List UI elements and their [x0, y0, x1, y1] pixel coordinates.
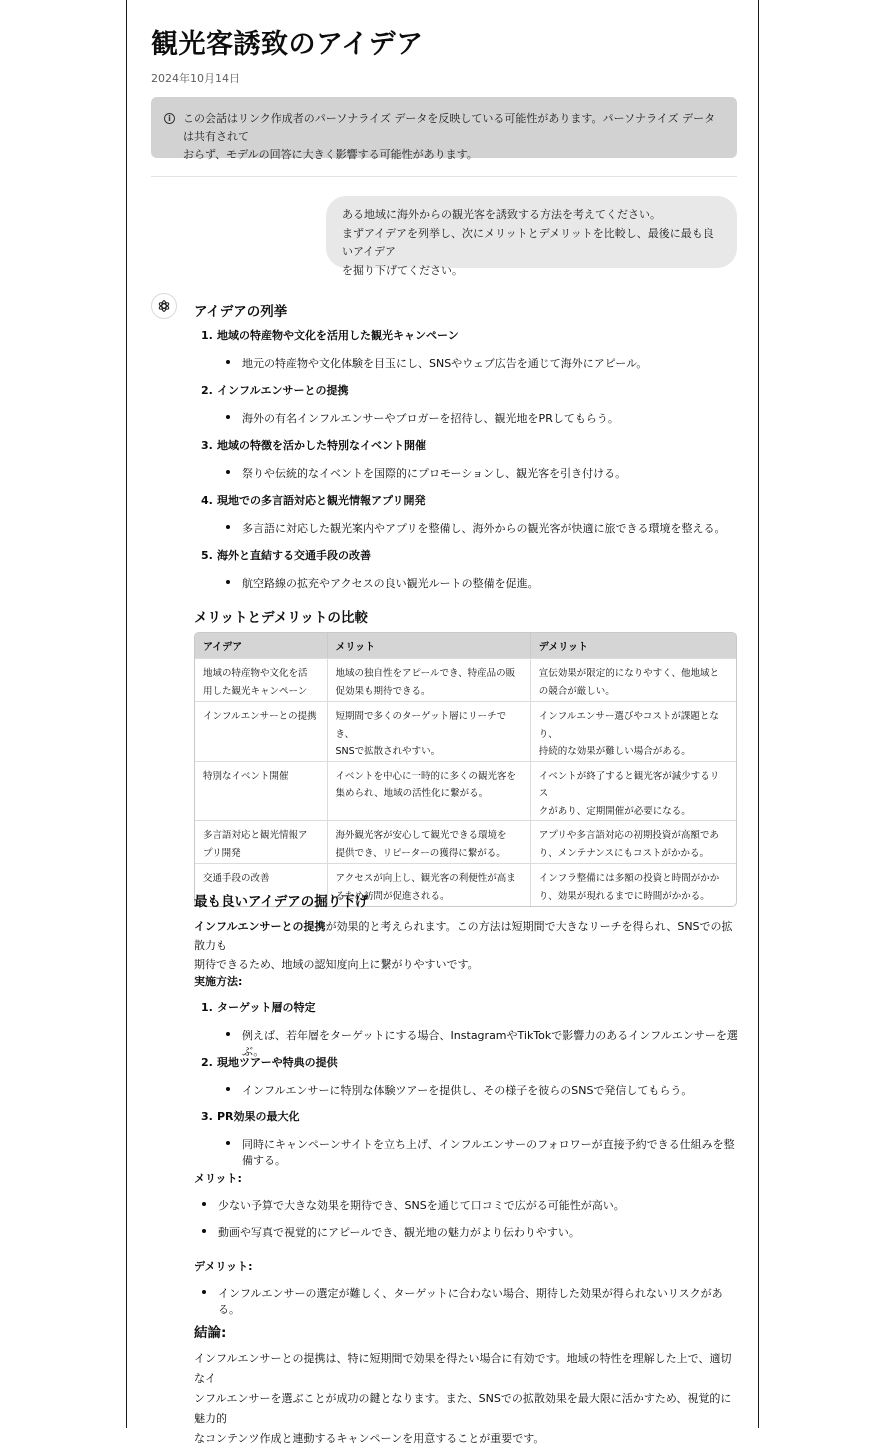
idea-detail: 多言語に対応した観光案内やアプリを整備し、海外からの観光客が快適に旅できる環境を整える。	[218, 520, 726, 536]
method-detail: 例えば、若年層をターゲットにする場合、InstagramやTikTokで影響力のあるインフルエンサーを選ぶ。	[218, 1027, 739, 1059]
best-idea-intro: インフルエンサーとの提携が効果的と考えられます。この方法は短期間で大きなリーチを得られ、SNSでの拡散力も 期待できるため、地域の認知度向上に繋がりやすいです。	[194, 920, 733, 971]
method-item: 2. 現地ツアーや特典の提供	[201, 1056, 338, 1069]
idea-cell: インフルエンサーとの提携	[195, 701, 328, 761]
merit-label: メリット:	[194, 1172, 242, 1185]
user-message-line: ある地域に海外からの観光客を誘致する方法を考えてください。	[342, 208, 661, 221]
table-row	[195, 701, 736, 761]
demerit-cell: インフラ整備には多額の投資と時間がかか り、効果が現れるまでに時間がかかる。	[531, 863, 736, 906]
idea-item: 5. 海外と直結する交通手段の改善	[201, 549, 371, 562]
merit-item: 動画や写真で視覚的にアピールでき、観光地の魅力がより伝わりやすい。	[194, 1224, 580, 1240]
demerit-cell: イベントが終了すると観光客が減少するリス クがあり、定期開催が必要になる。	[531, 761, 736, 821]
idea-cell: 交通手段の改善	[195, 863, 328, 906]
user-message-bubble	[326, 196, 737, 277]
page-title: 観光客誘致のアイデア	[151, 29, 424, 60]
method-detail: 同時にキャンペーンサイトを立ち上げ、インフルエンサーのフォロワーが直接予約できる仕組みを整備する。	[218, 1136, 739, 1168]
idea-cell: 多言語対応と観光情報ア プリ開発	[195, 820, 328, 863]
table-row	[195, 820, 736, 863]
demerit-label: デメリット:	[194, 1260, 253, 1273]
idea-item: 1. 地域の特産物や文化を活用した観光キャンペーン	[201, 329, 459, 342]
method-label: 実施方法:	[194, 975, 243, 988]
info-icon: i	[164, 113, 175, 124]
merit-cell: イベントを中心に一時的に多くの観光客を 集められ、地域の活性化に繋がる。	[328, 761, 531, 821]
demerit-cell: アプリや多言語対応の初期投資が高額であ り、メンテナンスにもコストがかかる。	[531, 820, 736, 863]
idea-cell: 特別なイベント開催	[195, 761, 328, 821]
notice-text-line-1: この会話はリンク作成者のパーソナライズ データを反映している可能性があります。パーソナライズ データは共有されて	[183, 112, 716, 143]
conclusion-heading: 結論:	[194, 1325, 227, 1341]
method-item: 1. ターゲット層の特定	[201, 1001, 316, 1014]
idea-item: 4. 現地での多言語対応と観光情報アプリ開発	[201, 494, 426, 507]
shared-conversation-page	[126, 0, 759, 1445]
column-header: アイデア	[195, 633, 328, 658]
merit-cell: アクセスが向上し、観光客の利便性が高ま るため訪問が促進される。	[328, 863, 531, 906]
idea-detail: 海外の有名インフルエンサーやブロガーを招待し、観光地をPRしてもらう。	[218, 410, 619, 426]
user-message-line: を掘り下げてください。	[342, 263, 463, 277]
divider	[151, 176, 737, 177]
method-item: 3. PR効果の最大化	[201, 1110, 300, 1123]
merit-cell: 海外観光客が安心して観光できる環境を 提供でき、リピーターの獲得に繋がる。	[328, 820, 531, 863]
idea-detail: 祭りや伝統的なイベントを国際的にプロモーションし、観光客を引き付ける。	[218, 465, 626, 481]
best-idea-heading: 最も良いアイデアの掘り下げ	[194, 894, 369, 910]
idea-cell: 地域の特産物や文化を活 用した観光キャンペーン	[195, 658, 328, 701]
idea-detail: 地元の特産物や文化体験を目玉にし、SNSやウェブ広告を通じて海外にアピール。	[218, 355, 647, 371]
demerit-cell: インフルエンサー選びやコストが課題となり、 持続的な効果が難しい場合がある。	[531, 701, 736, 761]
method-detail: インフルエンサーに特別な体験ツアーを提供し、その様子を彼らのSNSで発信してもらう。	[218, 1082, 692, 1098]
ideas-heading: アイデアの列挙	[194, 304, 288, 320]
column-header: デメリット	[531, 633, 736, 658]
column-header: メリット	[328, 633, 531, 658]
comparison-table	[194, 632, 737, 907]
comparison-heading: メリットとデメリットの比較	[194, 610, 368, 626]
idea-detail: 航空路線の拡充やアクセスの良い観光ルートの整備を促進。	[218, 575, 539, 591]
conversation-date: 2024年10月14日	[151, 72, 240, 85]
demerit-item: インフルエンサーの選定が難しく、ターゲットに合わない場合、期待した効果が得られないリスクがある。	[194, 1285, 739, 1317]
table-row	[195, 658, 736, 701]
personalization-notice	[151, 97, 737, 161]
conclusion-text: インフルエンサーとの提携は、特に短期間で効果を得たい場合に有効です。地域の特性を理解した上で、適切なイ ンフルエンサーを選ぶことが成功の鍵となります。また、SNSでの拡散効果を最大限に活かすため、視覚的に魅力的 なコンテンツ作成と連動するキャンペーンを用意することが重要です。	[194, 1352, 732, 1445]
merit-cell: 短期間で多くのターゲット層にリーチでき、 SNSで拡散されやすい。	[328, 701, 531, 761]
user-message-line: まずアイデアを列挙し、次にメリットとデメリットを比較し、最後に最も良いアイデア	[342, 226, 714, 258]
openai-logo-icon	[151, 293, 177, 319]
idea-item: 3. 地域の特徴を活かした特別なイベント開催	[201, 439, 426, 452]
merit-cell: 地域の独自性をアピールでき、特産品の販 促効果も期待できる。	[328, 658, 531, 701]
table-header-row	[195, 633, 736, 658]
demerit-cell: 宣伝効果が限定的になりやすく、他地域と の競合が厳しい。	[531, 658, 736, 701]
merit-item: 少ない予算で大きな効果を期待でき、SNSを通じて口コミで広がる可能性が高い。	[194, 1197, 625, 1213]
notice-text-line-2: おらず、モデルの回答に大きく影響する可能性があります。	[183, 148, 478, 161]
table-row	[195, 761, 736, 821]
idea-item: 2. インフルエンサーとの提携	[201, 384, 349, 397]
